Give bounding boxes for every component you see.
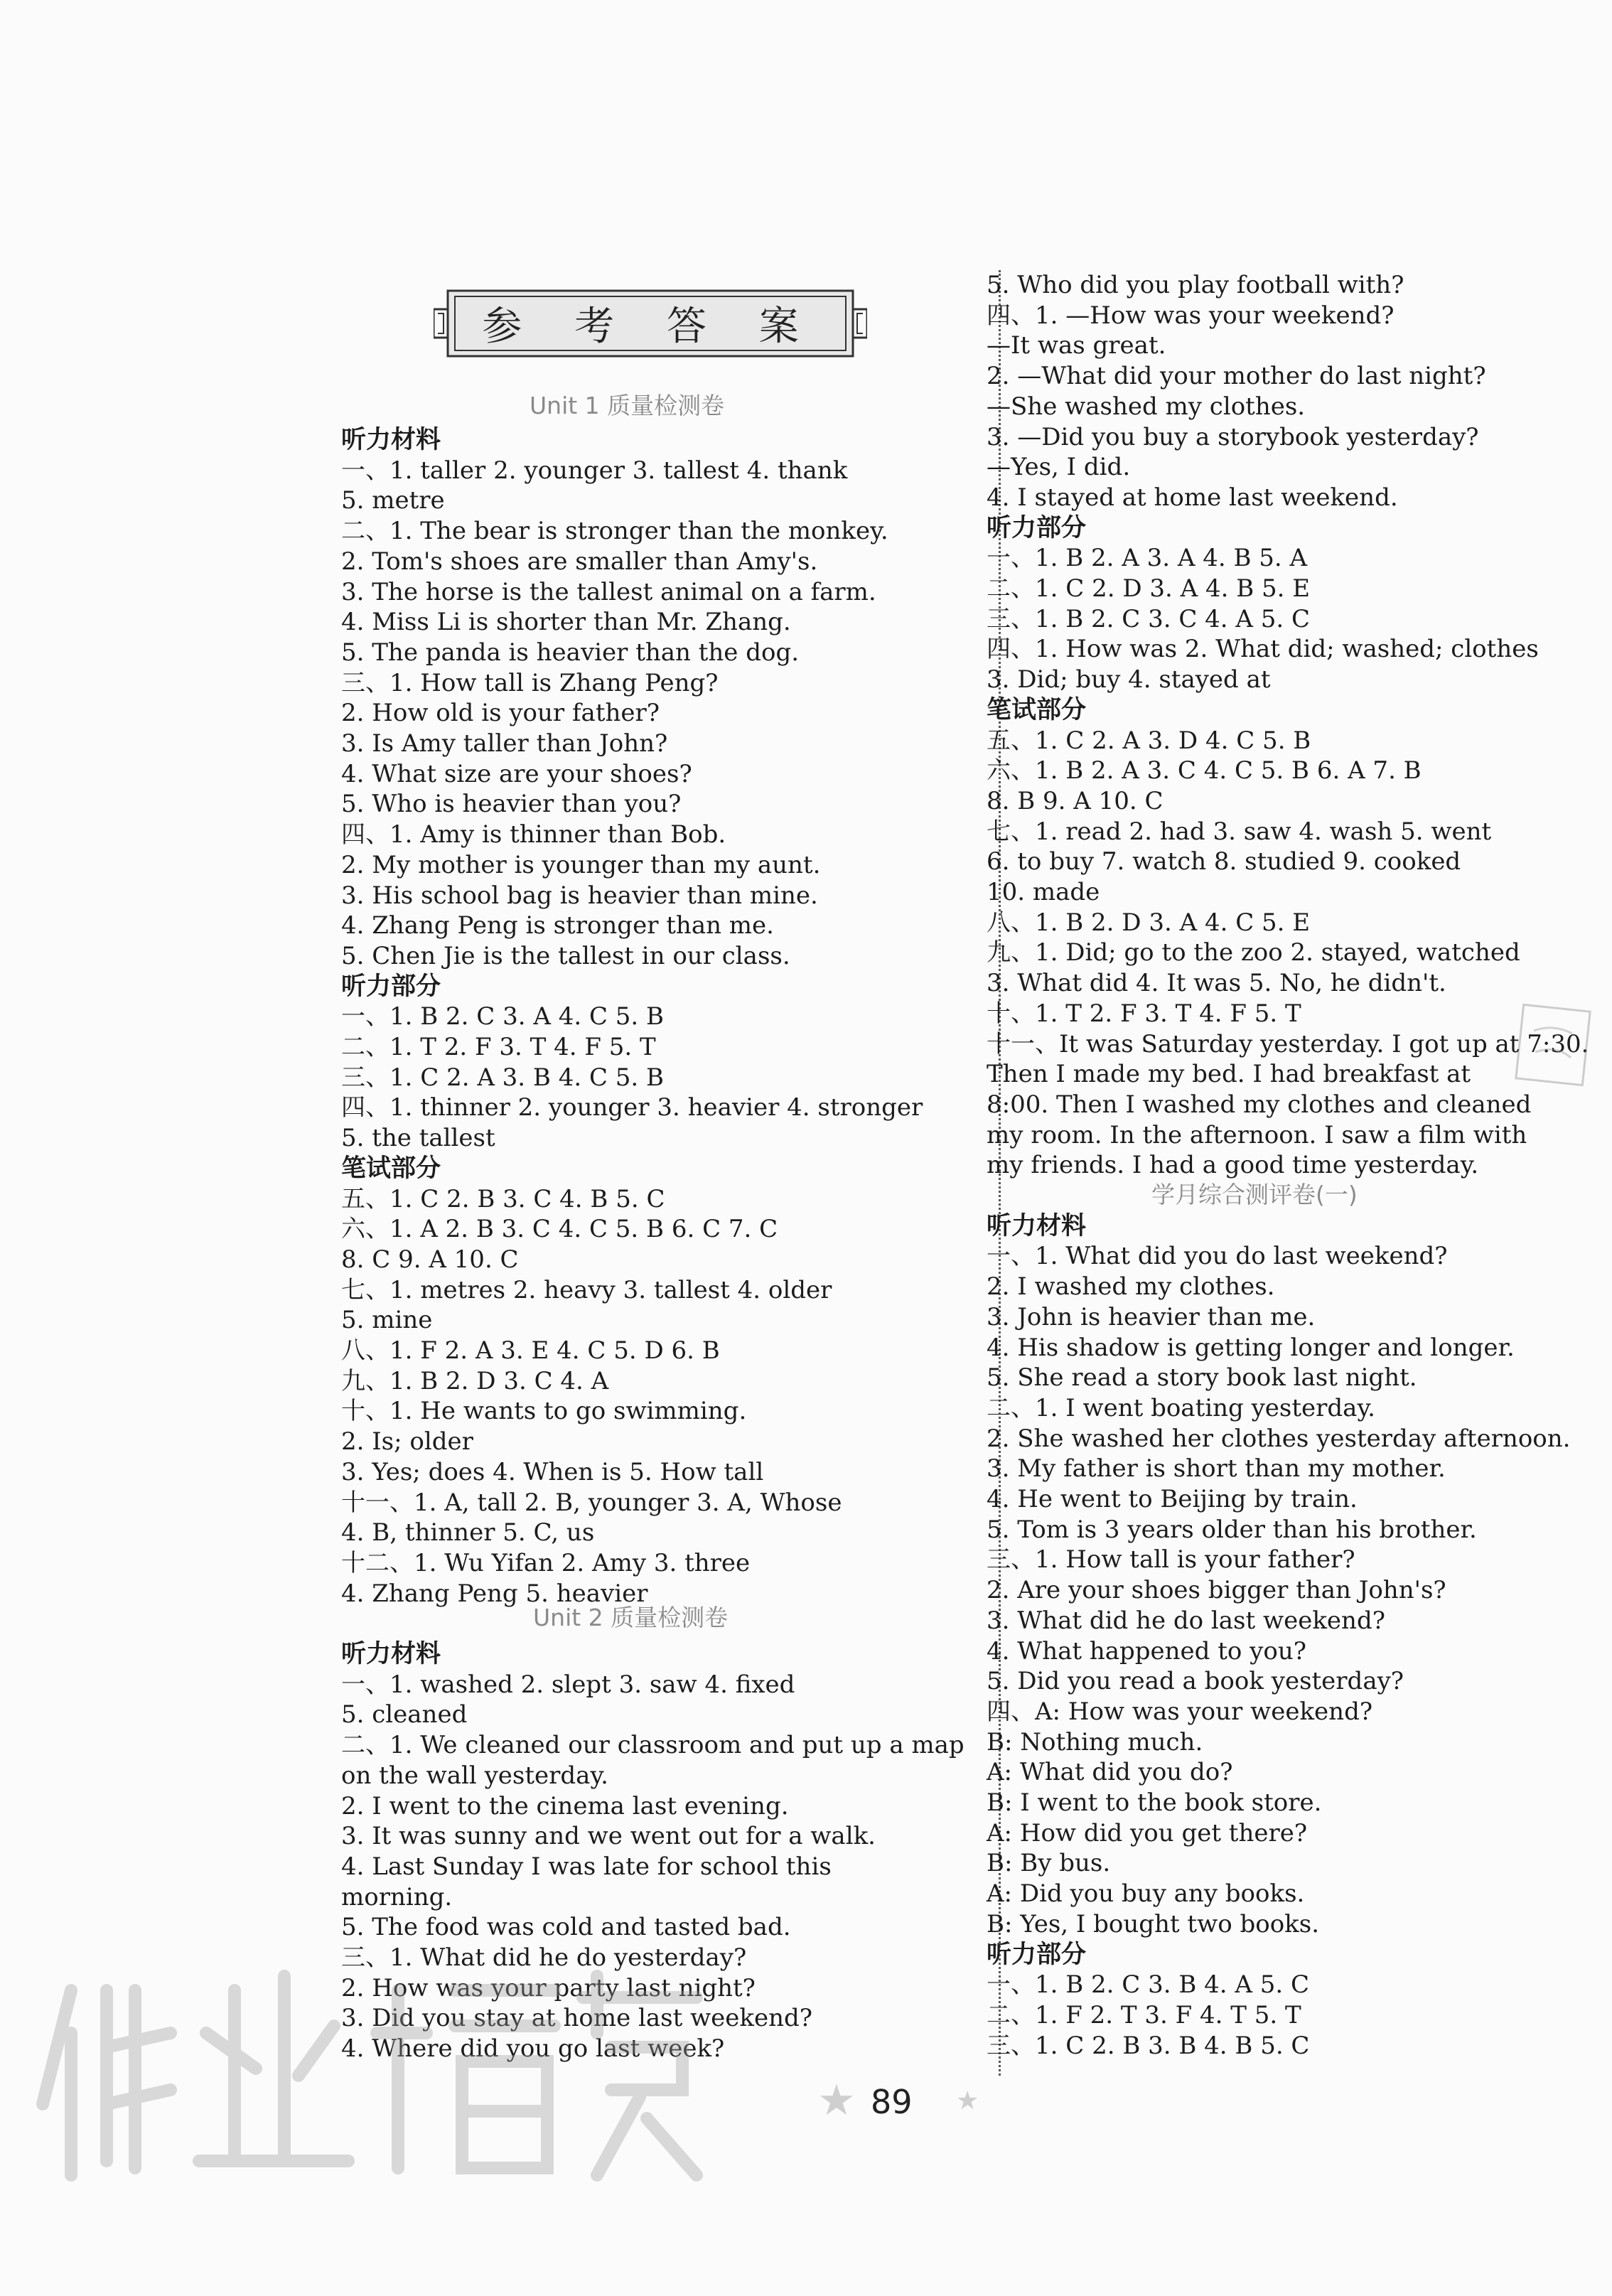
answer-line: 3. John is heavier than me. bbox=[987, 1302, 1316, 1331]
answer-line: 十二、1. Wu Yifan 2. Amy 3. three bbox=[341, 1548, 751, 1577]
answer-line: 2. —What did your mother do last night? bbox=[987, 362, 1486, 391]
section-heading: 听力部分 bbox=[341, 972, 441, 1001]
section-heading: 笔试部分 bbox=[341, 1154, 441, 1183]
answer-line: 四、1. —How was your weekend? bbox=[987, 301, 1395, 330]
answer-line: 5. She read a story book last night. bbox=[987, 1363, 1417, 1393]
answer-line: 10. made bbox=[987, 878, 1100, 906]
page-number: 89 bbox=[871, 2083, 913, 2121]
answer-line: 4. Zhang Peng is stronger than me. bbox=[341, 911, 774, 940]
answer-line: 二、1. I went boating yesterday. bbox=[987, 1393, 1375, 1422]
answer-line: 4. Where did you go last week? bbox=[341, 2034, 725, 2064]
answer-line: 一、1. What did you do last weekend? bbox=[987, 1242, 1448, 1271]
watermark-logo bbox=[28, 1948, 711, 2189]
answer-line: 5. Tom is 3 years older than his brother. bbox=[987, 1515, 1477, 1544]
answer-line: 六、1. B 2. A 3. C 4. C 5. B 6. A 7. B bbox=[987, 756, 1422, 785]
answer-line: 十一、1. A, tall 2. B, younger 3. A, Whose bbox=[341, 1488, 842, 1517]
answer-line: —She washed my clothes. bbox=[987, 392, 1306, 421]
answer-line: 一、1. B 2. C 3. B 4. A 5. C bbox=[987, 1970, 1310, 2000]
answer-line: 三、1. What did he do yesterday? bbox=[341, 1943, 747, 1972]
answer-line: B: Nothing much. bbox=[987, 1727, 1203, 1756]
answer-line: 3. His school bag is heavier than mine. bbox=[341, 881, 818, 910]
answer-line: 四、1. Amy is thinner than Bob. bbox=[341, 820, 726, 849]
answer-line: 3. What did 4. It was 5. No, he didn't. bbox=[987, 969, 1446, 998]
answer-line: —It was great. bbox=[987, 331, 1166, 360]
answer-line: 二、1. We cleaned our classroom and put up a map bbox=[341, 1731, 964, 1760]
answer-line: 4. Last Sunday I was late for school this bbox=[341, 1852, 832, 1881]
answer-line: my room. In the afternoon. I saw a film with bbox=[987, 1120, 1527, 1149]
answer-line: 2. Tom's shoes are smaller than Amy's. bbox=[341, 547, 818, 576]
answer-line: 八、1. F 2. A 3. E 4. C 5. D 6. B bbox=[341, 1336, 720, 1365]
answer-line: 3. The horse is the tallest animal on a farm. bbox=[341, 577, 876, 606]
answer-line: B: Yes, I bought two books. bbox=[987, 1909, 1320, 1938]
answer-line: B: By bus. bbox=[987, 1849, 1111, 1878]
star-decoration-icon: ★ bbox=[956, 2086, 979, 2115]
unit1-title: Unit 1 质量检测卷 bbox=[530, 392, 725, 419]
answer-line: 十、1. He wants to go swimming. bbox=[341, 1397, 747, 1426]
answer-line: 4. Zhang Peng 5. heavier bbox=[341, 1579, 648, 1608]
answer-line: 七、1. metres 2. heavy 3. tallest 4. older bbox=[341, 1275, 832, 1304]
answer-line: 4. His shadow is getting longer and longer. bbox=[987, 1333, 1515, 1362]
answer-line: 3. —Did you buy a storybook yesterday? bbox=[987, 422, 1479, 451]
answer-line: 5. metre bbox=[341, 486, 445, 515]
answer-line: B: I went to the book store. bbox=[987, 1788, 1322, 1817]
answer-line: 2. I washed my clothes. bbox=[987, 1272, 1275, 1302]
answer-key-banner bbox=[434, 281, 867, 366]
answer-line: 5. Did you read a book yesterday? bbox=[987, 1667, 1404, 1696]
answer-line: 5. Chen Jie is the tallest in our class. bbox=[341, 941, 790, 970]
answer-line: 六、1. A 2. B 3. C 4. C 5. B 6. C 7. C bbox=[341, 1215, 778, 1244]
monthly-test-title: 学月综合测评卷(一) bbox=[1151, 1181, 1358, 1208]
answer-line: A: How did you get there? bbox=[987, 1818, 1308, 1847]
answer-line: 二、1. F 2. T 3. F 4. T 5. T bbox=[987, 2000, 1301, 2029]
answer-line: 4. I stayed at home last weekend. bbox=[987, 483, 1398, 512]
answer-line: on the wall yesterday. bbox=[341, 1761, 608, 1790]
answer-line: 8:00. Then I washed my clothes and cleaned bbox=[987, 1090, 1532, 1119]
answer-line: 三、1. C 2. B 3. B 4. B 5. C bbox=[987, 2031, 1310, 2060]
answer-line: 五、1. C 2. B 3. C 4. B 5. C bbox=[341, 1184, 665, 1213]
answer-line: 三、1. B 2. C 3. C 4. A 5. C bbox=[987, 604, 1311, 633]
answer-line: A: Did you buy any books. bbox=[987, 1879, 1305, 1909]
answer-line: 九、1. Did; go to the zoo 2. stayed, watched bbox=[987, 938, 1520, 967]
page-title: 参 考 答 案 bbox=[482, 304, 819, 350]
answer-line: 七、1. read 2. had 3. saw 4. wash 5. went bbox=[987, 817, 1492, 846]
answer-line: 2. She washed her clothes yesterday afternoon. bbox=[987, 1424, 1571, 1453]
answer-line: 一、1. B 2. A 3. A 4. B 5. A bbox=[987, 544, 1308, 573]
stamp-seal bbox=[1514, 1002, 1592, 1088]
answer-line: 一、1. B 2. C 3. A 4. C 5. B bbox=[341, 1002, 665, 1031]
section-heading: 听力部分 bbox=[987, 1940, 1087, 1969]
section-heading: 听力材料 bbox=[341, 426, 441, 454]
answer-line: 三、1. How tall is Zhang Peng? bbox=[341, 668, 719, 697]
answer-line: 2. How was your party last night? bbox=[341, 1973, 756, 2002]
answer-line: 5. The panda is heavier than the dog. bbox=[341, 638, 800, 667]
answer-line: 四、A: How was your weekend? bbox=[987, 1697, 1373, 1726]
answer-line: 2. I went to the cinema last evening. bbox=[341, 1791, 789, 1820]
star-decoration-icon: ★ bbox=[817, 2076, 856, 2125]
answer-line: 四、1. How was 2. What did; washed; clothes bbox=[987, 635, 1539, 664]
answer-line: 八、1. B 2. D 3. A 4. C 5. E bbox=[987, 908, 1311, 937]
answer-line: 3. My father is short than my mother. bbox=[987, 1454, 1446, 1484]
answer-line: 三、1. How tall is your father? bbox=[987, 1545, 1355, 1575]
answer-line: 8. C 9. A 10. C bbox=[341, 1245, 519, 1274]
answer-line: 5. Who is heavier than you? bbox=[341, 790, 682, 819]
answer-line: 二、1. T 2. F 3. T 4. F 5. T bbox=[341, 1033, 656, 1061]
answer-line: 3. Yes; does 4. When is 5. How tall bbox=[341, 1457, 764, 1486]
answer-line: —Yes, I did. bbox=[987, 453, 1131, 482]
answer-line: 九、1. B 2. D 3. C 4. A bbox=[341, 1366, 609, 1395]
answer-line: 3. Is Amy taller than John? bbox=[341, 729, 668, 758]
unit2-title: Unit 2 质量检测卷 bbox=[533, 1604, 729, 1631]
section-heading: 笔试部分 bbox=[987, 695, 1087, 724]
section-heading: 听力材料 bbox=[341, 1640, 441, 1668]
section-heading: 听力材料 bbox=[987, 1211, 1087, 1240]
answer-line: 十一、It was Saturday yesterday. I got up at 7:30. bbox=[987, 1029, 1589, 1058]
answer-line: 二、1. C 2. D 3. A 4. B 5. E bbox=[987, 574, 1311, 603]
answer-line: 3. Did; buy 4. stayed at bbox=[987, 665, 1271, 694]
answer-line: 4. Miss Li is shorter than Mr. Zhang. bbox=[341, 608, 791, 637]
answer-line: Then I made my bed. I had breakfast at bbox=[987, 1060, 1471, 1089]
answer-line: 四、1. thinner 2. younger 3. heavier 4. stronger bbox=[341, 1093, 923, 1122]
answer-line: 一、1. washed 2. slept 3. saw 4. fixed bbox=[341, 1670, 795, 1699]
answer-line: A: What did you do? bbox=[987, 1758, 1233, 1787]
answer-line: 5. mine bbox=[341, 1306, 433, 1335]
answer-line: 一、1. taller 2. younger 3. tallest 4. thank bbox=[341, 456, 848, 485]
answer-line: 8. B 9. A 10. C bbox=[987, 786, 1164, 815]
answer-line: 4. He went to Beijing by train. bbox=[987, 1485, 1358, 1513]
answer-line: morning. bbox=[341, 1882, 453, 1911]
answer-line: 3. Did you stay at home last weekend? bbox=[341, 2004, 813, 2033]
answer-line: 3. It was sunny and we went out for a walk. bbox=[341, 1822, 876, 1851]
answer-line: 5. The food was cold and tasted bad. bbox=[341, 1913, 791, 1942]
answer-line: 3. What did he do last weekend? bbox=[987, 1606, 1385, 1635]
answer-line: 2. Is; older bbox=[341, 1427, 473, 1457]
section-heading: 听力部分 bbox=[987, 513, 1087, 542]
answer-line: 二、1. The bear is stronger than the monkey. bbox=[341, 517, 888, 546]
answer-line: 五、1. C 2. A 3. D 4. C 5. B bbox=[987, 726, 1311, 755]
answer-line: 三、1. C 2. A 3. B 4. C 5. B bbox=[341, 1063, 665, 1092]
answer-line: my friends. I had a good time yesterday. bbox=[987, 1151, 1479, 1180]
answer-line: 6. to buy 7. watch 8. studied 9. cooked bbox=[987, 847, 1461, 876]
answer-line: 2. My mother is younger than my aunt. bbox=[341, 850, 821, 879]
answer-line: 2. Are your shoes bigger than John's? bbox=[987, 1576, 1446, 1605]
answer-line: 5. the tallest bbox=[341, 1124, 495, 1153]
answer-line: 5. cleaned bbox=[341, 1700, 468, 1729]
answer-line: 4. What happened to you? bbox=[987, 1636, 1306, 1665]
answer-line: 2. How old is your father? bbox=[341, 699, 660, 728]
answer-line: 4. What size are your shoes? bbox=[341, 759, 692, 788]
answer-line: 十、1. T 2. F 3. T 4. F 5. T bbox=[987, 999, 1301, 1028]
answer-line: 5. Who did you play football with? bbox=[987, 271, 1404, 299]
answer-line: 4. B, thinner 5. C, us bbox=[341, 1518, 595, 1547]
